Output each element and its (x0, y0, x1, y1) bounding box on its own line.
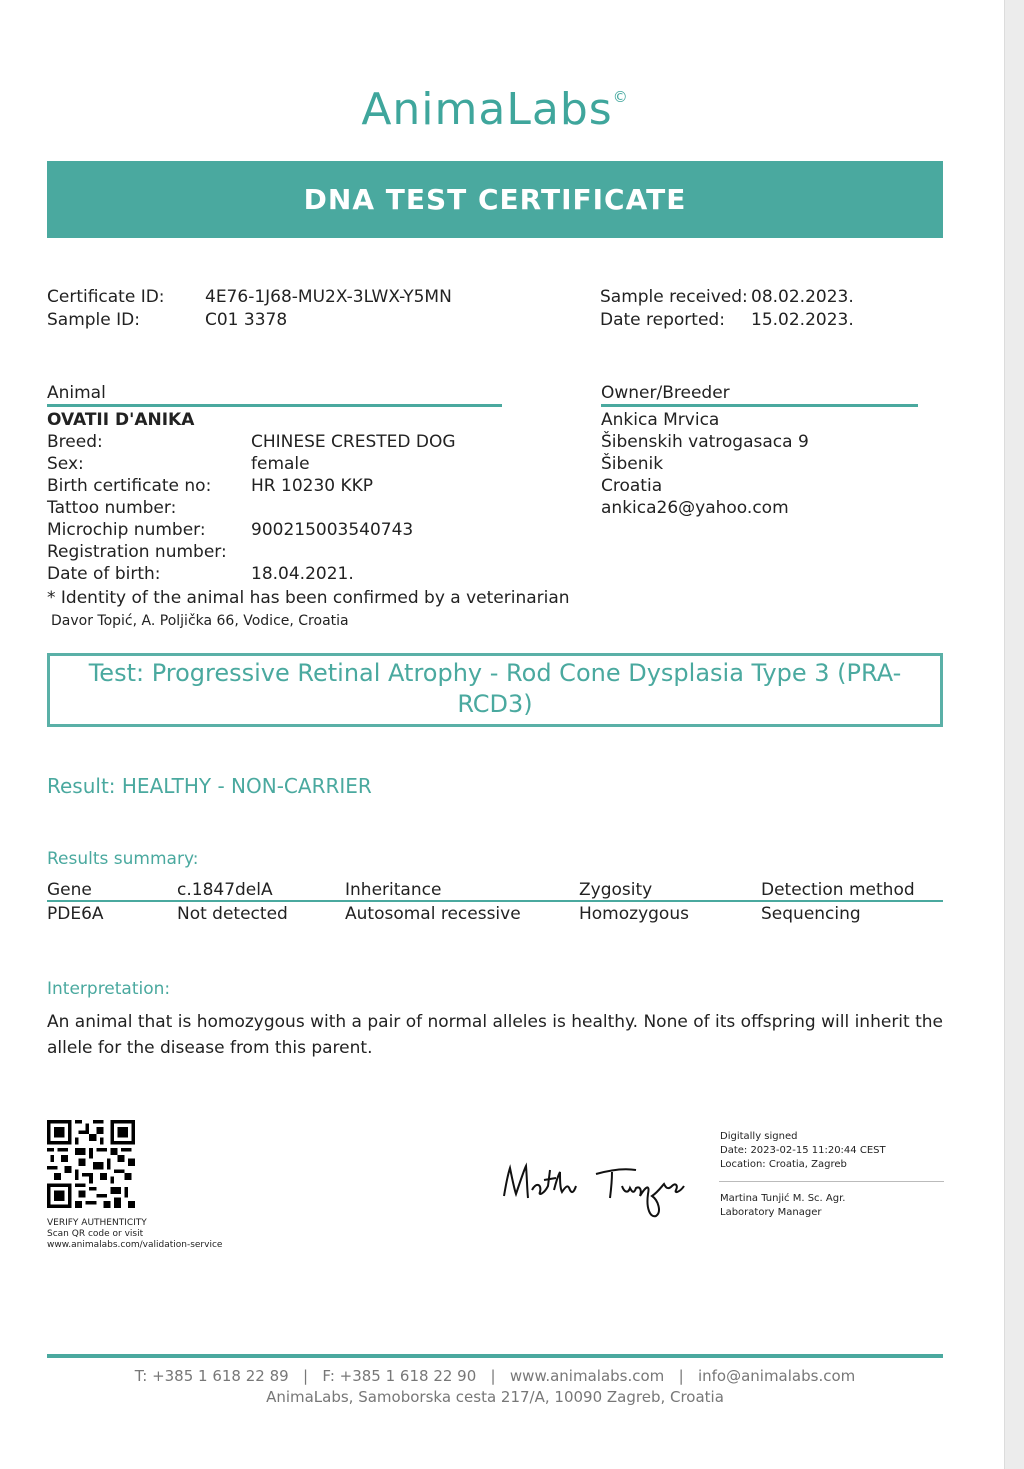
owner-email: ankica26@yahoo.com (601, 498, 789, 518)
interpretation-text: An animal that is homozygous with a pair of normal alleles is healthy. None of its offspring will inherit the allele for the disease from this parent. (47, 1012, 943, 1058)
page-edge (1004, 0, 1024, 1469)
interpretation-title: Interpretation: (47, 979, 171, 999)
summary-header-zygosity: Zygosity (579, 880, 653, 900)
summary-divider (47, 900, 943, 902)
summary-cell-inheritance: Autosomal recessive (345, 904, 521, 924)
sample-received-label: Sample received: (600, 287, 748, 307)
summary-cell-zygosity: Homozygous (579, 904, 689, 924)
birth-certificate-value: HR 10230 KKP (251, 476, 374, 496)
signature-location: Location: Croatia, Zagreb (720, 1159, 847, 1170)
identity-note: * Identity of the animal has been confirmed by a veterinarian (47, 588, 570, 608)
footer-divider (47, 1354, 943, 1358)
breed-label: Breed: (47, 432, 103, 452)
certificate-id-label: Certificate ID: (47, 287, 165, 307)
signature-date: Date: 2023-02-15 11:20:44 CEST (720, 1145, 886, 1156)
owner-divider (601, 404, 918, 407)
signer-name: Martina Tunjić M. Sc. Agr. (720, 1193, 846, 1204)
date-of-birth-label: Date of birth: (47, 564, 161, 584)
tattoo-label: Tattoo number: (47, 498, 177, 518)
signer-role: Laboratory Manager (720, 1207, 822, 1218)
results-summary-title: Results summary: (47, 849, 199, 869)
validation-url[interactable]: www.animalabs.com/validation-service (47, 1240, 223, 1250)
summary-header-gene: Gene (47, 880, 92, 900)
veterinarian-info: Davor Topić, A. Poljička 66, Vodice, Croatia (51, 613, 349, 629)
date-reported-label: Date reported: (600, 310, 725, 330)
verify-authenticity-label: VERIFY AUTHENTICITY (47, 1218, 147, 1228)
qr-code-icon[interactable] (47, 1120, 135, 1208)
animalabs-logo (0, 84, 990, 135)
sex-value: female (251, 454, 310, 474)
owner-city: Šibenik (601, 454, 664, 474)
digitally-signed-label: Digitally signed (720, 1131, 798, 1142)
owner-name: Ankica Mrvica (601, 410, 720, 430)
animal-divider (47, 404, 502, 407)
summary-header-inheritance: Inheritance (345, 880, 442, 900)
footer-address: AnimaLabs, Samoborska cesta 217/A, 10090 Zagreb, Croatia (266, 1388, 724, 1406)
logo-copyright-mark: © (612, 88, 629, 106)
test-name-box (47, 653, 943, 727)
result-text: Result: HEALTHY - NON-CARRIER (47, 774, 372, 798)
summary-header-variant: c.1847delA (177, 880, 273, 900)
owner-section-label: Owner/Breeder (601, 383, 730, 403)
summary-cell-variant: Not detected (177, 904, 288, 924)
certificate-id-value: 4E76-1J68-MU2X-3LWX-Y5MN (205, 287, 452, 307)
date-of-birth-value: 18.04.2021. (251, 564, 354, 584)
sample-id-value: C01 3378 (205, 310, 288, 330)
footer-contact: T: +385 1 618 22 89 | F: +385 1 618 22 90 | www.animalabs.com | info@animalabs.com (134, 1367, 856, 1385)
summary-cell-detection-method: Sequencing (761, 904, 861, 924)
microchip-value: 900215003540743 (251, 520, 414, 540)
sex-label: Sex: (47, 454, 84, 474)
verify-instruction: Scan QR code or visit (47, 1229, 144, 1239)
animal-name: OVATII D'ANIKA (47, 410, 195, 430)
signature-divider (719, 1181, 944, 1182)
sample-received-value: 08.02.2023. (751, 287, 854, 307)
summary-cell-gene: PDE6A (47, 904, 104, 924)
owner-street: Šibenskih vatrogasaca 9 (601, 432, 809, 452)
logo-text: AnimaLabs (361, 84, 613, 135)
test-name-line-1: Test: Progressive Retinal Atrophy - Rod Cone Dysplasia Type 3 (PRA- (88, 659, 902, 687)
certificate-title: DNA TEST CERTIFICATE (303, 183, 687, 216)
birth-certificate-label: Birth certificate no: (47, 476, 212, 496)
microchip-label: Microchip number: (47, 520, 206, 540)
owner-country: Croatia (601, 476, 663, 496)
registration-label: Registration number: (47, 542, 227, 562)
sample-id-label: Sample ID: (47, 310, 140, 330)
certificate-banner (47, 161, 943, 238)
summary-header-detection-method: Detection method (761, 880, 915, 900)
date-reported-value: 15.02.2023. (751, 310, 854, 330)
animal-section-label: Animal (47, 383, 106, 403)
breed-value: CHINESE CRESTED DOG (251, 432, 456, 452)
test-name-line-2: RCD3) (457, 690, 533, 718)
handwritten-signature (500, 1156, 690, 1226)
